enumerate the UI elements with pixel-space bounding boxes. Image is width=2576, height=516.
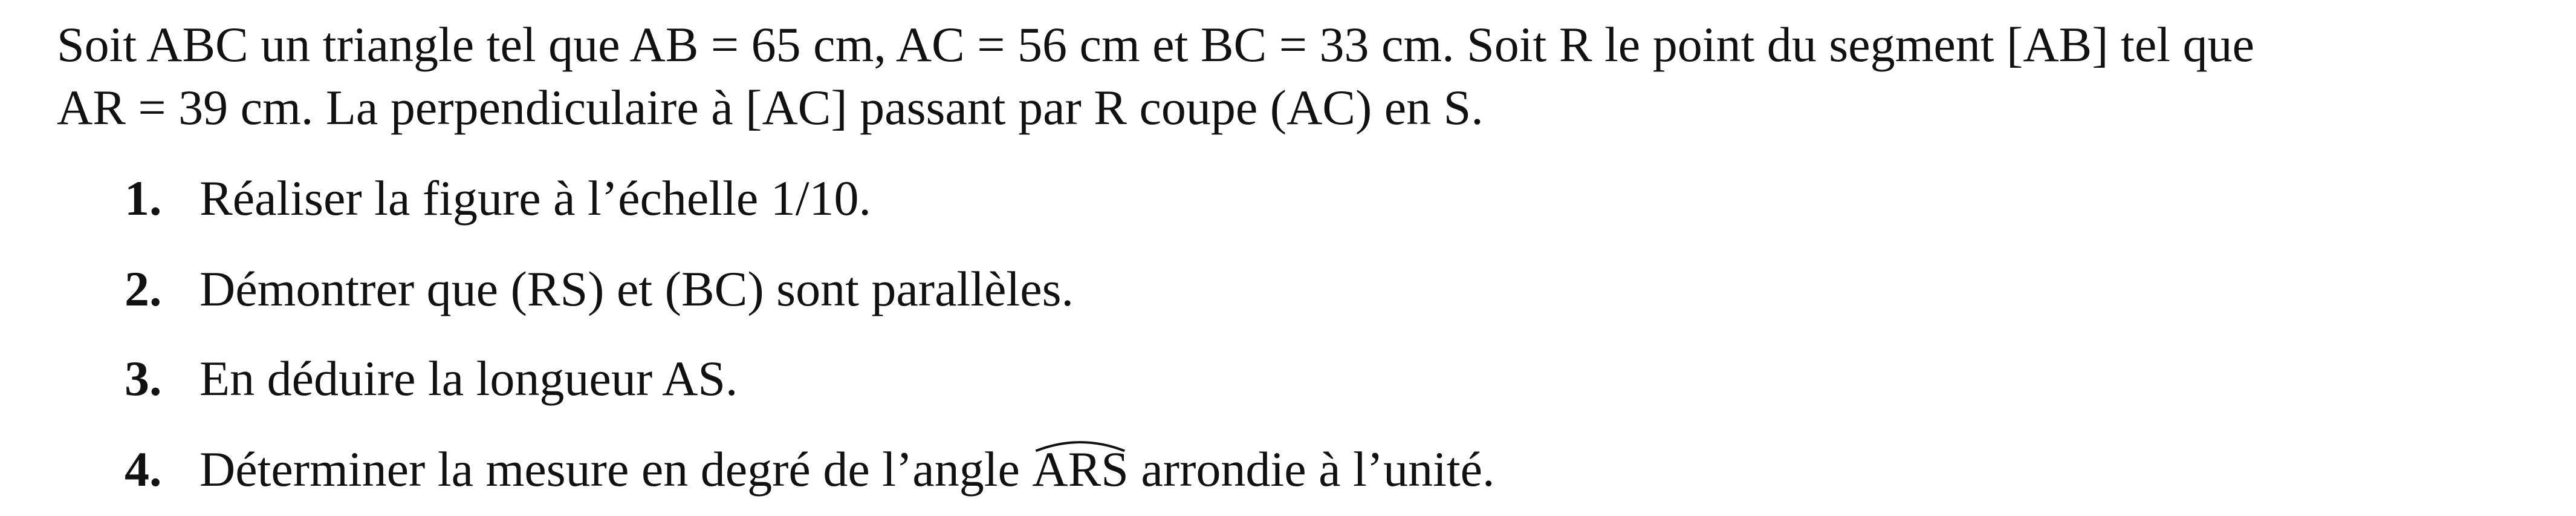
question-number: 4. — [125, 442, 162, 497]
question-text: Réaliser la figure à l’échelle 1/10. — [200, 171, 872, 226]
exercise-statement — [57, 13, 2523, 139]
question-number: 2. — [125, 261, 162, 316]
question-text — [200, 439, 1495, 500]
question-text: En déduire la longueur AS. — [200, 351, 738, 406]
statement-line-2: AR = 39 cm. La perpendiculaire à [AC] passant par R coupe (AC) en S. — [57, 80, 1484, 135]
question-text-after: arrondie à l’unité. — [1128, 442, 1495, 497]
question-text-before: Déterminer la mesure en degré de l’angle — [200, 442, 1033, 497]
question-number: 1. — [125, 171, 162, 226]
statement-line-1: Soit ABC un triangle tel que AB = 65 cm, AC = 56 cm et BC = 33 cm. Soit R le point du segment [AB] tel que — [57, 17, 2254, 72]
question-number: 3. — [125, 351, 162, 406]
angle-label: ARS — [1032, 442, 1129, 497]
angle-notation — [1032, 439, 1129, 500]
angle-hat-icon — [1032, 437, 1129, 452]
question-text: Démontrer que (RS) et (BC) sont parallèles. — [200, 261, 1074, 316]
